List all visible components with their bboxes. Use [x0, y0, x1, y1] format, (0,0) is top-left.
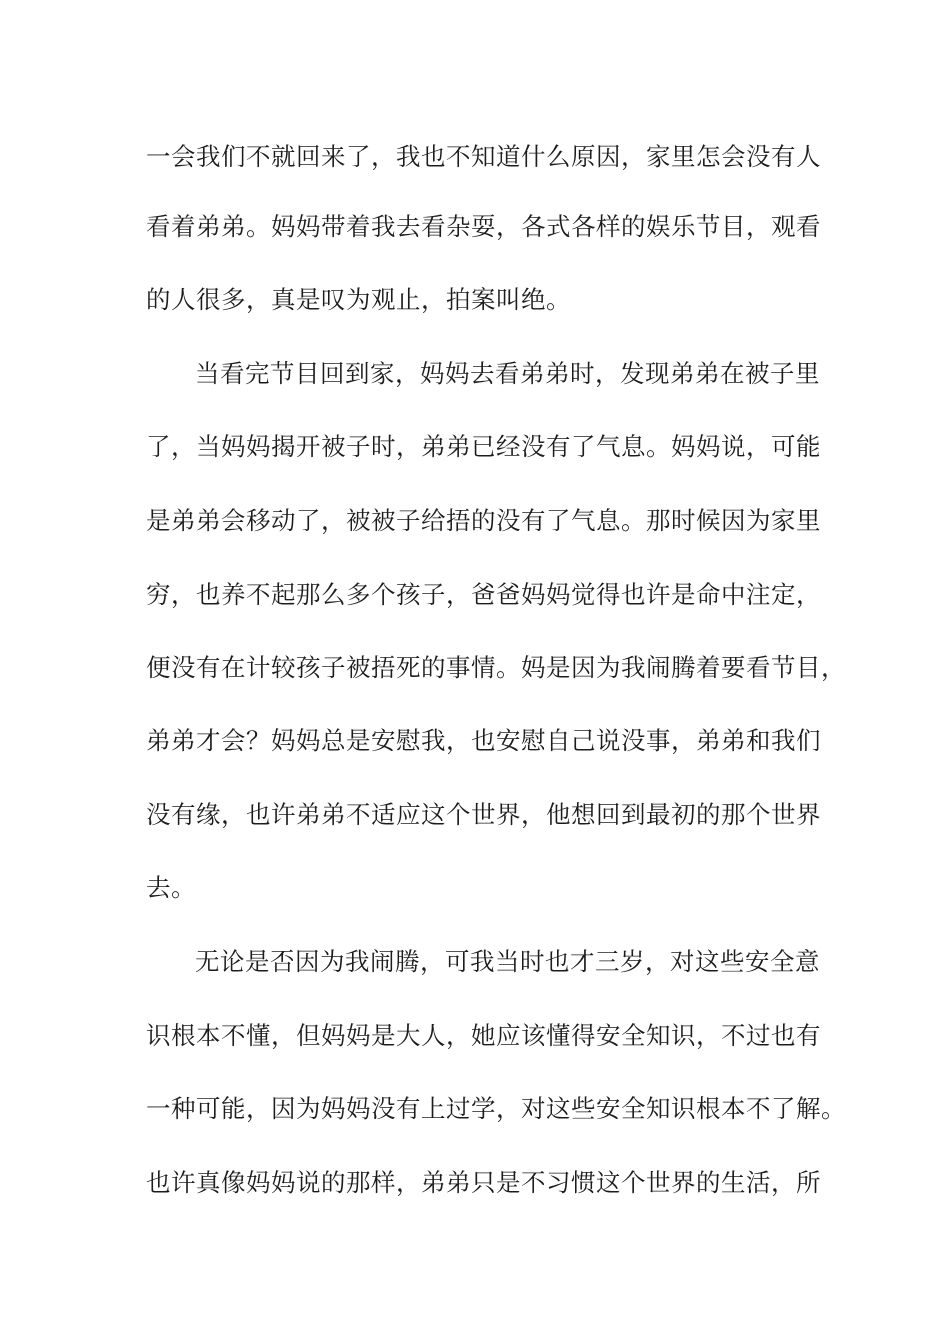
text-line: 一会我们不就回来了，我也不知道什么原因，家里怎会没有人 [146, 142, 821, 171]
text-line: 是弟弟会移动了，被被子给捂的没有了气息。那时候因为家里 [146, 506, 821, 535]
paragraph-first-line: 当看完节目回到家，妈妈去看弟弟时，发现弟弟在被子里 [195, 359, 820, 388]
text-line: 也许真像妈妈说的那样，弟弟只是不习惯这个世界的生活，所 [146, 1168, 821, 1197]
text-line: 的人很多，真是叹为观止，拍案叫绝。 [146, 285, 571, 314]
text-line: 便没有在计较孩子被捂死的事情。妈是因为我闹腾着要看节目， [146, 653, 846, 682]
text-line: 没有缘，也许弟弟不适应这个世界，他想回到最初的那个世界 [146, 800, 821, 829]
text-line: 识根本不懂，但妈妈是大人，她应该懂得安全知识，不过也有 [146, 1021, 821, 1050]
text-line: 一种可能，因为妈妈没有上过学，对这些安全知识根本不了解。 [146, 1094, 846, 1123]
text-line: 弟弟才会？妈妈总是安慰我，也安慰自己说没事，弟弟和我们 [146, 726, 821, 755]
text-line: 去。 [146, 873, 196, 902]
paragraph-first-line: 无论是否因为我闹腾，可我当时也才三岁，对这些安全意 [195, 947, 820, 976]
text-line: 了，当妈妈揭开被子时，弟弟已经没有了气息。妈妈说，可能 [146, 432, 821, 461]
text-line: 看着弟弟。妈妈带着我去看杂耍，各式各样的娱乐节目，观看 [146, 212, 821, 241]
text-line: 穷，也养不起那么多个孩子，爸爸妈妈觉得也许是命中注定， [146, 580, 821, 609]
